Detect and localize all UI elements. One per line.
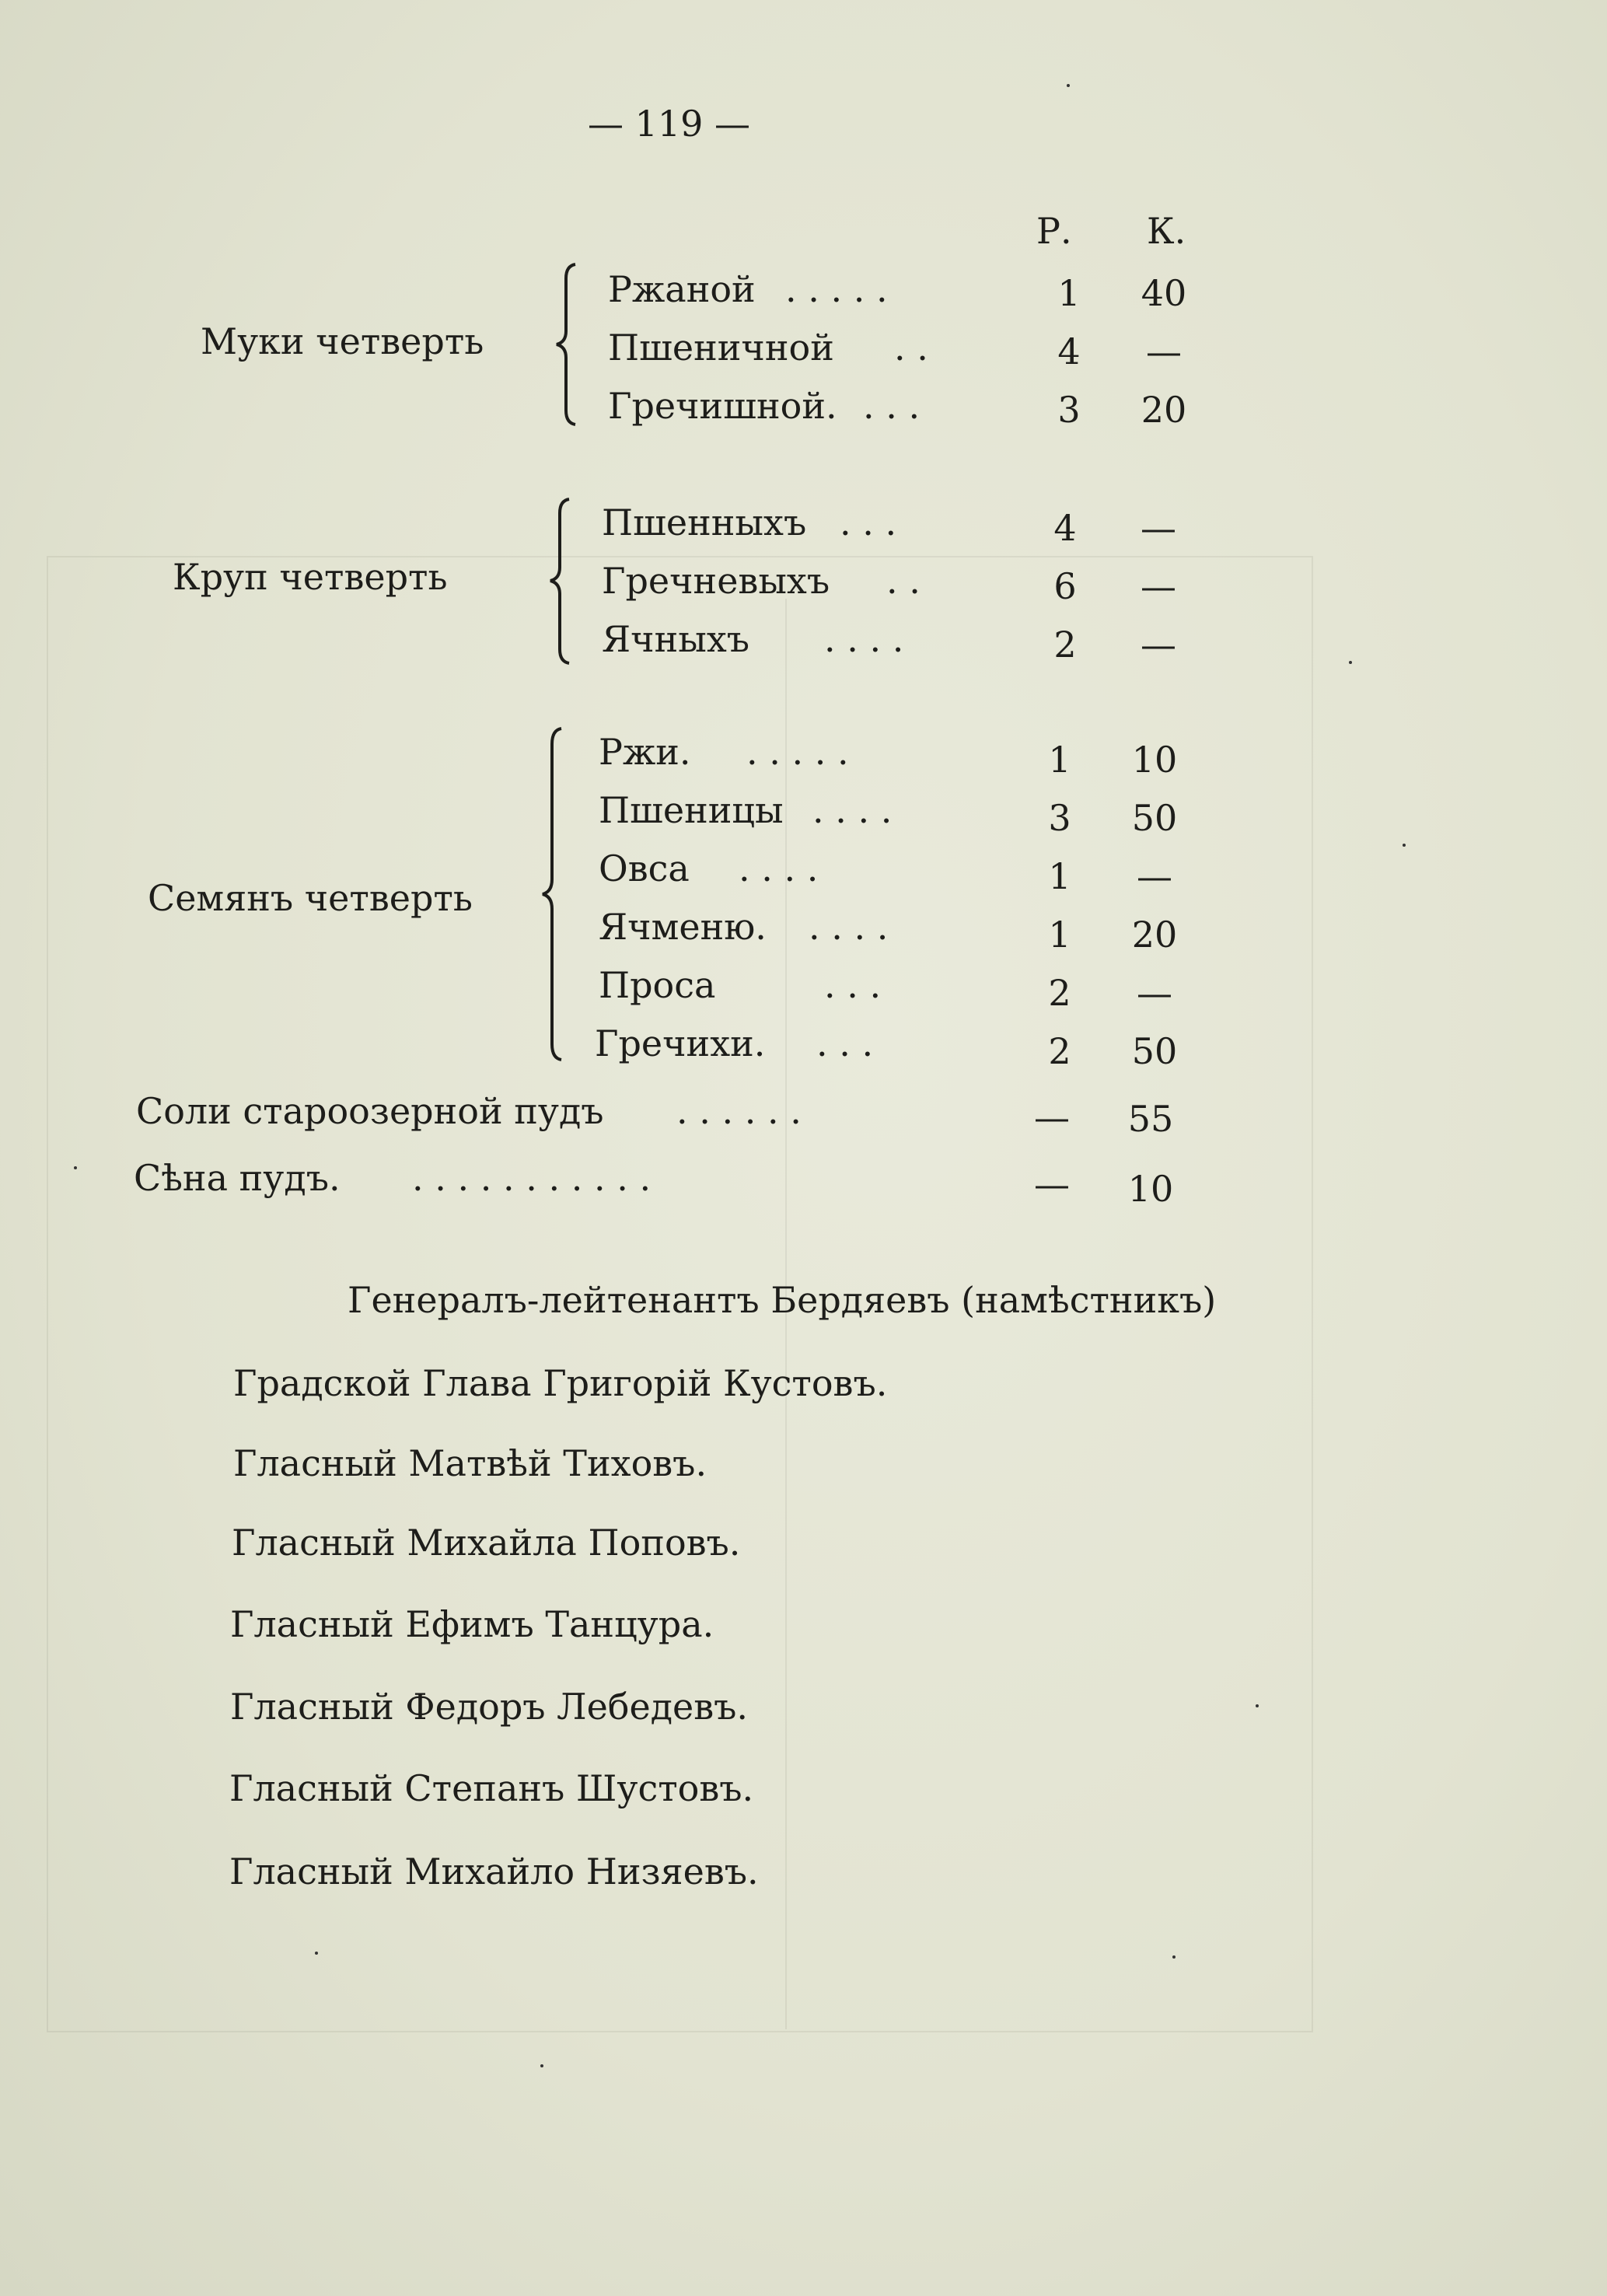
leader-dots: . . . . . . . . . . . [412, 1157, 652, 1199]
leader-dots: . . . . [809, 906, 889, 948]
signature-councillor: Гласный Михайла Поповъ. [232, 1522, 741, 1564]
leader-dots: . . . . . [785, 268, 888, 310]
kopecks-value: 50 [1131, 1030, 1178, 1072]
signature-councillor: Гласный Федоръ Лебедевъ. [230, 1686, 749, 1728]
signature-mayor: Градской Глава Григорій Кустовъ. [233, 1362, 888, 1404]
kopecks-value: — [1141, 565, 1176, 607]
kopecks-value: 10 [1127, 1168, 1174, 1210]
leader-dots: . . . [824, 964, 882, 1006]
item-name: Гречневыхъ [602, 560, 830, 602]
item-name: Ржи. [599, 731, 691, 773]
ink-speck [1403, 844, 1406, 847]
item-name: Гречихи. [595, 1022, 766, 1064]
signature-councillor: Гласный Степанъ Шустовъ. [229, 1767, 754, 1809]
leader-dots: . . . . [739, 847, 819, 889]
rubles-value: 1 [1048, 855, 1071, 897]
leader-dots: . . . [816, 1022, 874, 1064]
rubles-value: 1 [1048, 739, 1071, 781]
leader-dots: . . . . [824, 618, 904, 660]
leader-dots: . . . . . [746, 731, 849, 773]
rubles-value: 2 [1048, 972, 1071, 1014]
kopecks-value: — [1141, 507, 1176, 549]
rubles-value: 3 [1057, 389, 1081, 431]
rubles-value: 2 [1048, 1030, 1071, 1072]
kopecks-value: 10 [1131, 739, 1178, 781]
rubles-value: 1 [1057, 272, 1081, 314]
group-label-seeds: Семянъ четверть [148, 877, 473, 919]
rubles-value: 4 [1057, 330, 1081, 372]
ink-speck [1349, 661, 1352, 664]
rubles-value: 6 [1053, 565, 1077, 607]
kopecks-value: 20 [1131, 914, 1178, 956]
rubles-value: 2 [1053, 624, 1077, 666]
signature-governor: Генералъ-лейтенантъ Бердяевъ (намѣстникъ) [348, 1279, 1217, 1321]
item-name: Гречишной. [608, 385, 837, 427]
signature-councillor: Гласный Михайло Низяевъ. [229, 1850, 759, 1892]
ink-speck [315, 1952, 318, 1955]
leader-dots: . . . [840, 501, 897, 543]
leader-dots: . . [894, 327, 928, 369]
kopecks-value: 55 [1127, 1098, 1174, 1140]
item-name: Соли староозерной пудъ [136, 1090, 604, 1132]
item-name: Овса [599, 847, 690, 889]
brace-flour [550, 263, 582, 426]
kopecks-value: 50 [1131, 797, 1178, 839]
item-name: Ячныхъ [602, 618, 750, 660]
item-name: Сѣна пудъ. [134, 1157, 341, 1199]
rubles-value: — [1034, 1096, 1070, 1138]
leader-dots: . . [886, 560, 921, 602]
ink-speck [1172, 1955, 1176, 1959]
item-name: Ржаной [608, 268, 756, 310]
leader-dots: . . . . . . [676, 1090, 802, 1132]
ink-speck [1256, 1704, 1259, 1707]
ink-speck [1067, 84, 1070, 87]
leader-dots: . . . . [812, 789, 893, 831]
item-name: Пшеницы [599, 789, 784, 831]
page-number: — 119 — [588, 103, 751, 145]
kopecks-value: — [1137, 855, 1172, 897]
rubles-value: 4 [1053, 507, 1077, 549]
group-label-flour: Муки четверть [201, 320, 484, 362]
leader-dots: . . . [863, 385, 921, 427]
rubles-value: 3 [1048, 797, 1071, 839]
signature-councillor: Гласный Ефимъ Танцура. [230, 1603, 714, 1645]
item-name: Пшеничной [608, 327, 834, 369]
signature-councillor: Гласный Матвѣй Тиховъ. [233, 1442, 707, 1484]
rubles-value: 1 [1048, 914, 1071, 956]
ink-speck [74, 1166, 77, 1169]
kopecks-header: К. [1147, 210, 1186, 252]
kopecks-value: — [1141, 624, 1176, 666]
rubles-header: Р. [1036, 210, 1072, 252]
item-name: Ячменю. [599, 906, 767, 948]
kopecks-value: 40 [1141, 272, 1187, 314]
brace-groats [544, 498, 575, 665]
kopecks-value: — [1137, 972, 1172, 1014]
brace-seeds [536, 727, 568, 1061]
group-label-groats: Круп четверть [173, 556, 448, 598]
ink-speck [540, 2064, 543, 2067]
kopecks-value: 20 [1141, 389, 1187, 431]
kopecks-value: — [1146, 330, 1182, 372]
item-name: Пшенныхъ [602, 501, 807, 543]
item-name: Проса [599, 964, 716, 1006]
rubles-value: — [1034, 1163, 1070, 1205]
